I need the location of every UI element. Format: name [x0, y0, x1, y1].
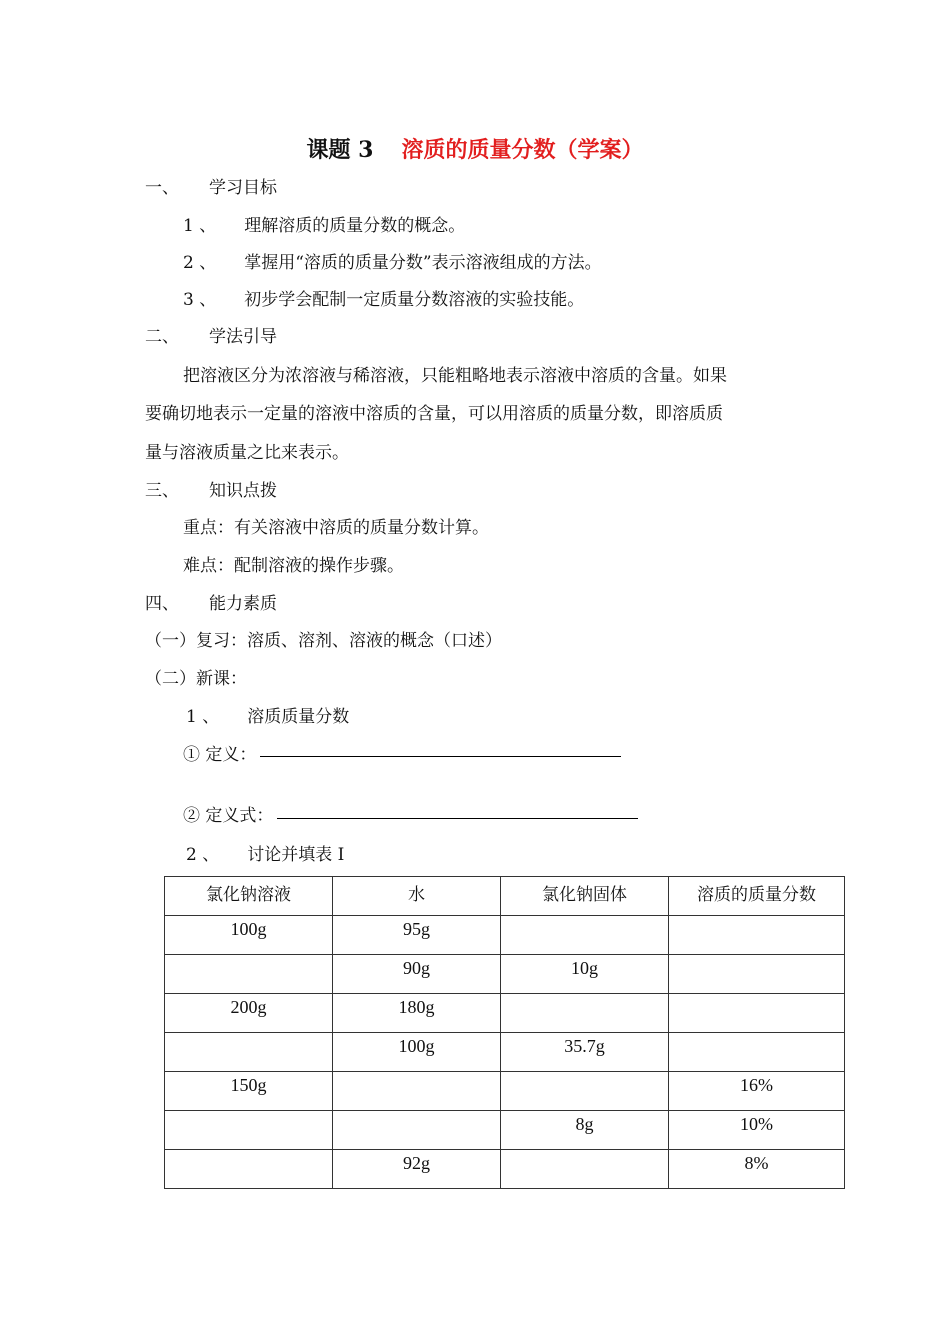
- section-1-heading: [145, 178, 277, 198]
- table-cell[interactable]: [501, 1072, 669, 1111]
- lesson-item-2-num: 2 、: [186, 845, 220, 865]
- table-cell[interactable]: 10g: [501, 955, 669, 994]
- lesson-item-1-text: 溶质质量分数: [247, 707, 350, 727]
- section-1-label: 学习目标: [209, 178, 277, 198]
- page-title: [0, 137, 950, 163]
- method-para-line-2: 要确切地表示一定量的溶液中溶质的含量，可以用溶质的质量分数，即溶质质: [145, 404, 723, 424]
- table-cell[interactable]: 150g: [165, 1072, 333, 1111]
- definition-formula-blank[interactable]: [277, 818, 638, 819]
- objective-2-num: 2 、: [183, 253, 217, 273]
- table-row: [165, 955, 845, 994]
- table-cell[interactable]: [165, 1150, 333, 1189]
- table-cell[interactable]: [501, 1150, 669, 1189]
- objective-3-num: 3 、: [183, 290, 217, 310]
- table-cell[interactable]: 90g: [333, 955, 501, 994]
- lesson-item-2: [186, 845, 344, 865]
- section-4-num: 四、: [145, 594, 179, 614]
- table-header: 氯化钠溶液: [165, 877, 333, 916]
- table-cell[interactable]: [501, 916, 669, 955]
- objective-1-text: 理解溶质的质量分数的概念。: [244, 216, 466, 236]
- new-lesson-line: （二）新课：: [145, 669, 247, 689]
- table-cell[interactable]: [333, 1111, 501, 1150]
- lesson-item-1-num: 1 、: [186, 707, 220, 727]
- table-header-row: [165, 877, 845, 916]
- table-row: [165, 1111, 845, 1150]
- table-row: [165, 994, 845, 1033]
- table-cell[interactable]: [669, 994, 845, 1033]
- section-3-heading: [145, 481, 277, 501]
- table-cell[interactable]: [669, 916, 845, 955]
- table-row: [165, 1150, 845, 1189]
- section-4-label: 能力素质: [209, 594, 277, 614]
- table-row: [165, 1033, 845, 1072]
- lesson-item-2-text: 讨论并填表 I: [247, 845, 345, 865]
- table-cell[interactable]: 200g: [165, 994, 333, 1033]
- table-cell[interactable]: 8%: [669, 1150, 845, 1189]
- key-point: 重点：有关溶液中溶质的质量分数计算。: [183, 518, 489, 538]
- table-row: [165, 916, 845, 955]
- objective-3: [183, 290, 584, 310]
- objective-1: [183, 216, 465, 236]
- section-3-num: 三、: [145, 481, 179, 501]
- table-cell[interactable]: 95g: [333, 916, 501, 955]
- table-row: [165, 1072, 845, 1111]
- table-cell[interactable]: [165, 1111, 333, 1150]
- section-2-heading: [145, 327, 277, 347]
- objective-2-text: 掌握用“溶质的质量分数”表示溶液组成的方法。: [244, 253, 602, 273]
- table-header: 溶质的质量分数: [669, 877, 845, 916]
- table-cell[interactable]: [333, 1072, 501, 1111]
- section-2-num: 二、: [145, 327, 179, 347]
- title-prefix: 课题 3: [306, 137, 374, 163]
- table-cell[interactable]: [669, 955, 845, 994]
- section-2-label: 学法引导: [209, 327, 277, 347]
- definition-label: ① 定义：: [183, 745, 257, 765]
- table-cell[interactable]: 10%: [669, 1111, 845, 1150]
- table-cell[interactable]: 35.7g: [501, 1033, 669, 1072]
- table-cell[interactable]: [165, 955, 333, 994]
- table-cell[interactable]: 8g: [501, 1111, 669, 1150]
- definition-blank[interactable]: [260, 756, 621, 757]
- definition-formula-label: ② 定义式：: [183, 806, 274, 826]
- section-1-num: 一、: [145, 178, 179, 198]
- title-main: 溶质的质量分数（学案）: [401, 137, 644, 163]
- table-cell[interactable]: 92g: [333, 1150, 501, 1189]
- table-cell[interactable]: 180g: [333, 994, 501, 1033]
- table-cell[interactable]: [669, 1033, 845, 1072]
- lesson-item-1: [186, 707, 349, 727]
- method-para-line-1: 把溶液区分为浓溶液与稀溶液，只能粗略地表示溶液中溶质的含量。如果: [183, 366, 727, 386]
- table-cell[interactable]: [501, 994, 669, 1033]
- objective-1-num: 1 、: [183, 216, 217, 236]
- section-4-heading: [145, 594, 277, 614]
- fill-in-table: [164, 876, 845, 1189]
- review-line: （一）复习：溶质、溶剂、溶液的概念（口述）: [145, 631, 502, 651]
- section-3-label: 知识点拨: [209, 481, 277, 501]
- difficult-point: 难点：配制溶液的操作步骤。: [183, 556, 404, 576]
- table-header: 氯化钠固体: [501, 877, 669, 916]
- table-header: 水: [333, 877, 501, 916]
- objective-3-text: 初步学会配制一定质量分数溶液的实验技能。: [244, 290, 585, 310]
- table-cell[interactable]: 100g: [333, 1033, 501, 1072]
- table-cell[interactable]: 16%: [669, 1072, 845, 1111]
- table-cell[interactable]: [165, 1033, 333, 1072]
- table-cell[interactable]: 100g: [165, 916, 333, 955]
- method-para-line-3: 量与溶液质量之比来表示。: [145, 443, 349, 463]
- objective-2: [183, 253, 602, 273]
